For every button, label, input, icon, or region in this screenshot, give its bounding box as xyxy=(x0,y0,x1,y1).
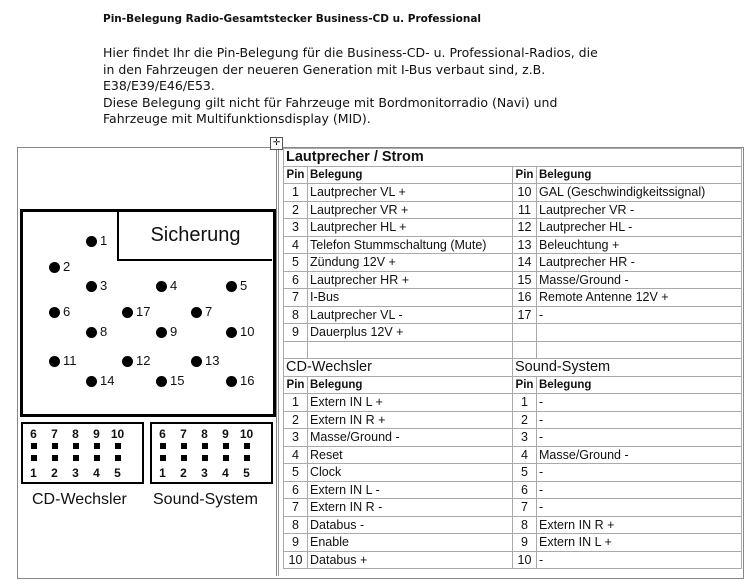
table-row xyxy=(284,394,742,412)
table-cell xyxy=(513,324,537,342)
column-header: Belegung xyxy=(537,376,742,394)
column-header: Belegung xyxy=(308,376,513,394)
table-row xyxy=(284,446,742,464)
table-cell: Extern IN L + xyxy=(537,534,742,552)
pin-8: 8 xyxy=(86,325,107,339)
table-cell: 8 xyxy=(513,516,537,534)
table-row xyxy=(284,201,742,219)
table-cell: Extern IN R + xyxy=(537,516,742,534)
table-cell: Clock xyxy=(308,464,513,482)
pin-12: 12 xyxy=(122,354,150,368)
table-cell: Extern IN R + xyxy=(308,411,513,429)
table-cell: Databus + xyxy=(308,551,513,569)
pin-9: 9 xyxy=(156,325,177,339)
pin-14: 14 xyxy=(86,374,114,388)
pin-16: 16 xyxy=(226,374,254,388)
column-header: Pin xyxy=(513,376,537,394)
table-cell xyxy=(537,341,742,359)
pin-7: 7 xyxy=(191,305,212,319)
table-cell: 5 xyxy=(513,464,537,482)
pin-10: 10 xyxy=(226,325,254,339)
table-cell: 6 xyxy=(284,481,308,499)
table-cell: 4 xyxy=(284,446,308,464)
table-cell: GAL (Geschwindigkeitssignal) xyxy=(537,184,742,202)
pin-6: 6 xyxy=(49,305,70,319)
pin-11: 11 xyxy=(49,354,77,368)
column-header: Belegung xyxy=(537,166,742,184)
table-cell: Telefon Stummschaltung (Mute) xyxy=(308,236,513,254)
cd-changer-connector: 6 7 8 9 10 1 2 3 4 5 xyxy=(21,422,144,484)
table-cell: Databus - xyxy=(308,516,513,534)
table-row xyxy=(284,534,742,552)
table-cell: - xyxy=(537,481,742,499)
pin-13: 13 xyxy=(191,354,219,368)
table-cell: 3 xyxy=(284,429,308,447)
table-cell: Lautprecher VR + xyxy=(308,201,513,219)
table-cell: Extern IN R - xyxy=(308,499,513,517)
table-cell: - xyxy=(537,411,742,429)
table-cell: Masse/Ground - xyxy=(308,429,513,447)
table-cell: 9 xyxy=(284,324,308,342)
table-cell: 10 xyxy=(513,551,537,569)
table-row xyxy=(284,551,742,569)
section-title: Sound-System xyxy=(513,359,742,377)
table-cell: Lautprecher HR - xyxy=(537,254,742,272)
table-cell xyxy=(284,341,308,359)
table-cell: Extern IN L - xyxy=(308,481,513,499)
table-cell: 4 xyxy=(284,236,308,254)
table-cell: 7 xyxy=(513,499,537,517)
table-row xyxy=(284,254,742,272)
table-cell: Lautprecher VL + xyxy=(308,184,513,202)
table-cell: 2 xyxy=(513,411,537,429)
table-row xyxy=(284,324,742,342)
table-row xyxy=(284,464,742,482)
sound-system-connector: 6 7 8 9 10 1 2 3 4 5 xyxy=(150,422,273,484)
table-row xyxy=(284,219,742,237)
table-cell: Extern IN L + xyxy=(308,394,513,412)
table-cell: 4 xyxy=(513,446,537,464)
table-cell xyxy=(308,341,513,359)
section-title: CD-Wechsler xyxy=(284,359,513,377)
column-header: Pin xyxy=(284,376,308,394)
table-cell: Lautprecher HR + xyxy=(308,271,513,289)
table-cell: Masse/Ground - xyxy=(537,271,742,289)
table-cell: Remote Antenne 12V + xyxy=(537,289,742,307)
table-cell: Enable xyxy=(308,534,513,552)
pin-3: 3 xyxy=(86,279,107,293)
section-title: Lautprecher / Strom xyxy=(284,149,742,167)
table-cell xyxy=(537,324,742,342)
table-cell: 8 xyxy=(284,306,308,324)
section-header-row xyxy=(284,359,742,377)
table-cell: 12 xyxy=(513,219,537,237)
table-cell: 17 xyxy=(513,306,537,324)
pin-4: 4 xyxy=(156,279,177,293)
table-cell: Lautprecher VR - xyxy=(537,201,742,219)
table-cell: 1 xyxy=(284,394,308,412)
table-cell: 3 xyxy=(284,219,308,237)
sound-system-label: Sound-System xyxy=(153,491,258,508)
table-cell: Zündung 12V + xyxy=(308,254,513,272)
table-row xyxy=(284,271,742,289)
column-header: Pin xyxy=(284,166,308,184)
pin-15: 15 xyxy=(156,374,184,388)
spacer-row xyxy=(284,341,742,359)
fuse-label: Sicherung xyxy=(117,209,272,261)
table-cell: - xyxy=(537,394,742,412)
table-row xyxy=(284,499,742,517)
table-cell: Beleuchtung + xyxy=(537,236,742,254)
column-header: Belegung xyxy=(308,166,513,184)
table-cell: Lautprecher VL - xyxy=(308,306,513,324)
table-cell: 3 xyxy=(513,429,537,447)
table-cell: 10 xyxy=(284,551,308,569)
table-cell: Masse/Ground - xyxy=(537,446,742,464)
table-cell: 6 xyxy=(513,481,537,499)
table-cell: Dauerplus 12V + xyxy=(308,324,513,342)
pin-5: 5 xyxy=(226,279,247,293)
table-cell: 2 xyxy=(284,411,308,429)
table-cell: 11 xyxy=(513,201,537,219)
table-cell: 5 xyxy=(284,464,308,482)
table-cell: - xyxy=(537,551,742,569)
table-cell: 9 xyxy=(513,534,537,552)
table-cell: - xyxy=(537,499,742,517)
intro-text: Hier findet Ihr die Pin-Belegung für die Business-CD- u. Professional-Radios, die in den Fahrzeugen der neueren Generation mit I-Bus verbaut sind, z.B. E38/E39/E46/E53. Diese Belegung gilt nicht für Fahrzeuge mit Bordmonitorradio (Navi) und Fahrzeuge mit Multifunktionsdisplay (MID). xyxy=(103,45,598,126)
section-header-row xyxy=(284,149,742,167)
column-header: Pin xyxy=(513,166,537,184)
table-row xyxy=(284,289,742,307)
page-title: Pin-Belegung Radio-Gesamtstecker Business-CD u. Professional xyxy=(103,13,481,25)
table-row xyxy=(284,306,742,324)
table-row xyxy=(284,184,742,202)
table-cell: 1 xyxy=(284,184,308,202)
table-cell xyxy=(513,341,537,359)
pin-1: 1 xyxy=(86,234,107,248)
table-cell: 8 xyxy=(284,516,308,534)
table-row xyxy=(284,481,742,499)
table-cell: 13 xyxy=(513,236,537,254)
table-cell: - xyxy=(537,464,742,482)
table-cell: 1 xyxy=(513,394,537,412)
pin-2: 2 xyxy=(49,260,70,274)
table-move-handle-icon[interactable]: ✛ xyxy=(270,137,283,150)
table-cell: 7 xyxy=(284,499,308,517)
table-row xyxy=(284,411,742,429)
table-cell: 10 xyxy=(513,184,537,202)
table-row xyxy=(284,516,742,534)
table-cell: 6 xyxy=(284,271,308,289)
table-cell: 14 xyxy=(513,254,537,272)
cd-changer-label: CD-Wechsler xyxy=(32,491,127,508)
column-header-row xyxy=(284,376,742,394)
table-cell: I-Bus xyxy=(308,289,513,307)
table-cell: 7 xyxy=(284,289,308,307)
table-row xyxy=(284,429,742,447)
column-header-row xyxy=(284,166,742,184)
table-cell: Lautprecher HL - xyxy=(537,219,742,237)
table-cell: 15 xyxy=(513,271,537,289)
table-cell: 5 xyxy=(284,254,308,272)
pin-assignment-table xyxy=(283,148,742,569)
table-cell: 16 xyxy=(513,289,537,307)
pin-17: 17 xyxy=(122,305,150,319)
table-cell: - xyxy=(537,306,742,324)
table-cell: - xyxy=(537,429,742,447)
column-divider xyxy=(278,148,279,576)
table-cell: 2 xyxy=(284,201,308,219)
table-cell: Lautprecher HL + xyxy=(308,219,513,237)
table-cell: Reset xyxy=(308,446,513,464)
table-cell: 9 xyxy=(284,534,308,552)
table-row xyxy=(284,236,742,254)
